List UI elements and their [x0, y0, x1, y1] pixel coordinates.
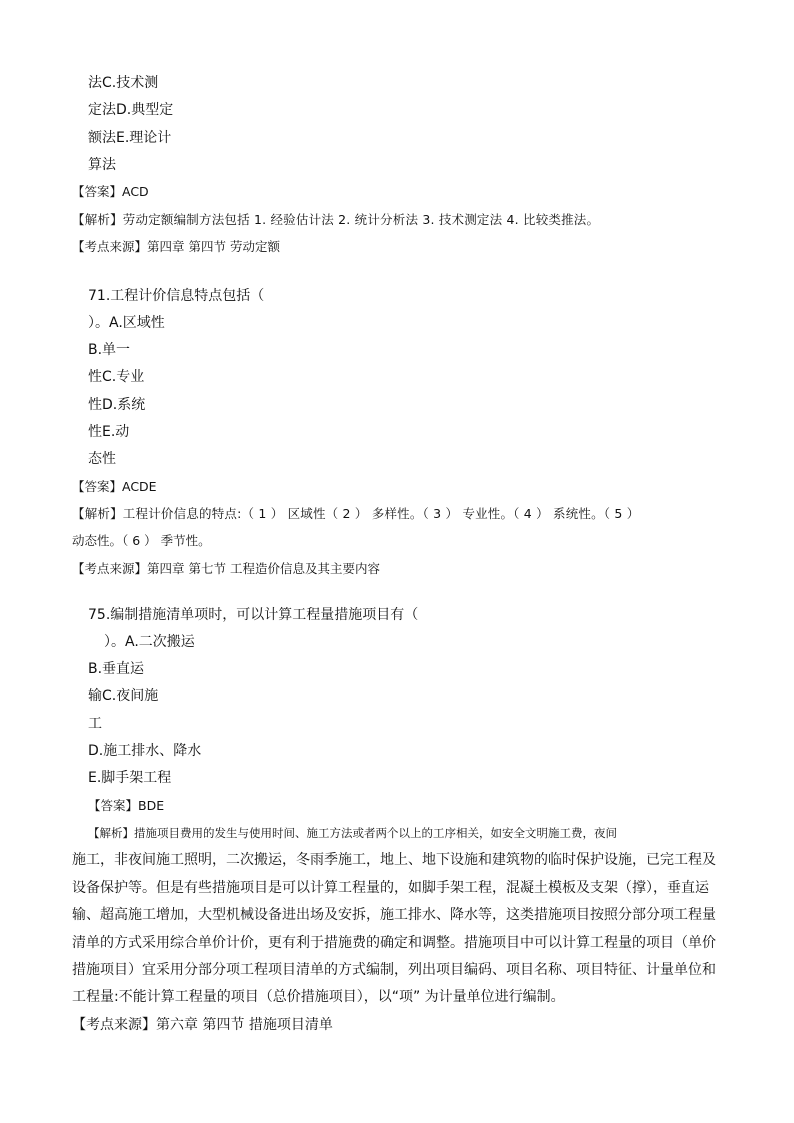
q71-source: 【考点来源】第四章 第七节 工程造价信息及其主要内容 [72, 561, 380, 576]
q70-option-line: 定法D.典型定 [88, 102, 174, 118]
q70-source: 【考点来源】第四章 第四节 劳动定额 [72, 239, 280, 254]
q71-answer: 【答案】ACDE [72, 479, 157, 494]
q71-stem-line: 71.工程计价信息特点包括（ [88, 288, 265, 304]
q70-answer: 【答案】ACD [72, 184, 149, 199]
q75-analysis-line: 【解析】措施项目费用的发生与使用时间、施工方法或者两个以上的工序相关，如安全文明施工费，夜间 [88, 826, 617, 840]
q75-answer: 【答案】BDE [88, 798, 165, 813]
q71-option-line: 性E.动 [88, 424, 130, 440]
q75-source: 【考点来源】第六章 第四节 措施项目清单 [72, 1017, 333, 1033]
q70-option-line: 法C.技术测 [88, 75, 159, 91]
q75-option-line: 工 [88, 716, 102, 732]
q71-analysis-line: 动态性。（ 6 ） 季节性。 [72, 533, 211, 548]
q75-stem-line: 75.编制措施清单项时，可以计算工程量措施项目有（ [88, 607, 419, 623]
q70-option-line: 额法E.理论计 [88, 130, 172, 146]
q71-option-line: 性D.系统 [88, 397, 146, 413]
q71-analysis-line: 【解析】工程计价信息的特点:（ 1 ） 区域性（ 2 ） 多样性。（ 3 ） 专业性。（ 4 ） 系统性。（ 5 ） [72, 506, 640, 521]
q75-option-line: B.垂直运 [88, 661, 145, 677]
q70-option-line: 算法 [88, 157, 116, 173]
q75-analysis-line: 措施项目）宜采用分部分项工程项目清单的方式编制，列出项目编码、项目名称、项目特征、计量单位和 [72, 962, 716, 978]
q71-option-line: B.单一 [88, 342, 131, 358]
q75-option-line: D.施工排水、降水 [88, 743, 202, 759]
q75-analysis-line: 输、超高施工增加，大型机械设备进出场及安拆，施工排水、降水等，这类措施项目按照分部分项工程量 [72, 907, 716, 923]
q75-analysis-line: 清单的方式采用综合单价计价，更有利于措施费的确定和调整。措施项目中可以计算工程量的项目（单价 [72, 935, 716, 951]
q75-stem-line: ）。A.二次搬运 [104, 634, 195, 650]
q71-stem-line: ）。A.区域性 [88, 315, 165, 331]
q75-analysis-line: 施工，非夜间施工照明，二次搬运，冬雨季施工，地上、地下设施和建筑物的临时保护设施，已完工程及 [72, 852, 716, 868]
q70-analysis: 【解析】劳动定额编制方法包括 1. 经验估计法 2. 统计分析法 3. 技术测定法 4. 比较类推法。 [72, 212, 600, 227]
q71-option-line: 性C.专业 [88, 369, 145, 385]
q75-option-line: E.脚手架工程 [88, 770, 172, 786]
q71-option-line: 态性 [88, 451, 116, 467]
q75-analysis-line: 工程量:不能计算工程量的项目（总价措施项目），以“项” 为计量单位进行编制。 [72, 989, 565, 1005]
q75-analysis-line: 设备保护等。但是有些措施项目是可以计算工程量的，如脚手架工程，混凝土模板及支架（撑），垂直运 [72, 880, 709, 896]
q75-option-line: 输C.夜间施 [88, 688, 159, 704]
